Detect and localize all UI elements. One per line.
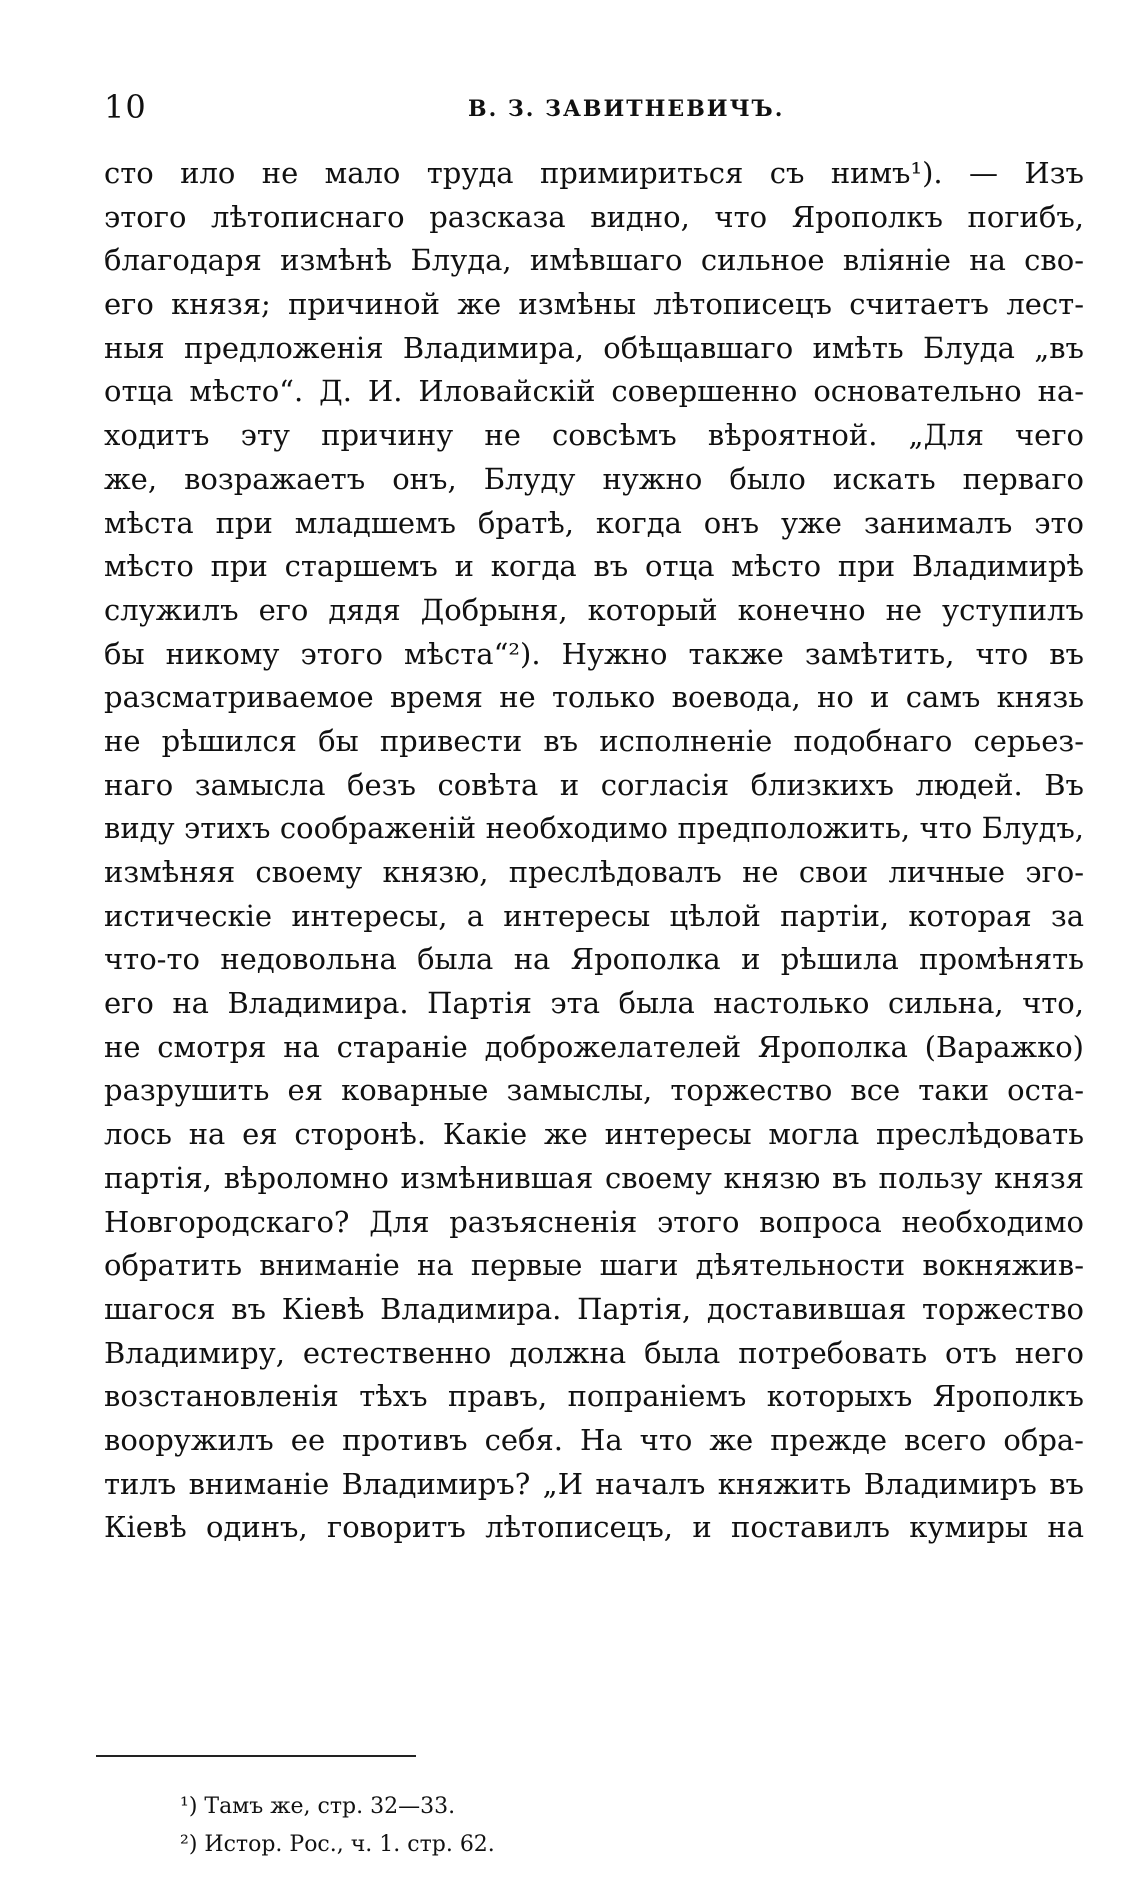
text-line: ходитъ эту причину не совсѣмъ вѣроятной. „Для чего (104, 418, 1084, 453)
text-line: же, возражаетъ онъ, Блуду нужно было искать перваго (104, 461, 1084, 496)
running-head (104, 88, 1084, 128)
text-line: ныя предложенія Владимира, обѣщавшаго имѣть Блуда „въ (104, 330, 1084, 365)
text-line: этого лѣтописнаго разсказа видно, что Ярополкъ погибъ, (104, 199, 1084, 234)
text-line: лось на ея сторонѣ. Какіе же интересы могла преслѣдовать (104, 1117, 1084, 1152)
text-line: что-то недовольна была на Ярополка и рѣшила промѣнять (104, 942, 1084, 977)
page-number: 10 (104, 88, 147, 126)
footnote-rule (96, 1755, 416, 1757)
text-line: бы никому этого мѣста“²). Нужно также замѣтить, что въ (104, 636, 1084, 671)
text-line: его князя; причиной же измѣны лѣтописецъ считаетъ лест- (104, 287, 1084, 322)
text-line: наго замысла безъ совѣта и согласія близкихъ людей. Въ (104, 767, 1084, 802)
text-line: виду этихъ соображеній необходимо предположить, что Блудъ, (104, 811, 1084, 846)
text-line: не рѣшился бы привести въ исполненіе подобнаго серьез- (104, 723, 1084, 758)
text-line: Кіевѣ одинъ, говоритъ лѣтописецъ, и поставилъ кумиры на (104, 1510, 1084, 1545)
text-line: сто ило не мало труда примириться съ нимъ¹). — Изъ (104, 156, 1084, 190)
text-line: Новгородскаго? Для разъясненія этого вопроса необходимо (104, 1204, 1084, 1239)
text-line: благодаря измѣнѣ Блуда, имѣвшаго сильное вліяніе на сво- (104, 243, 1084, 278)
text-line: служилъ его дядя Добрыня, который конечно не уступилъ (104, 592, 1084, 627)
footnote: ¹) Тамъ же, стр. 32—33. (180, 1794, 456, 1819)
text-line: его на Владимира. Партія эта была настолько сильна, что, (104, 986, 1084, 1021)
text-line: обратить вниманіе на первые шаги дѣятельности вокняжив- (104, 1248, 1084, 1283)
text-line: разрушить ея коварные замыслы, торжество все таки оста- (104, 1073, 1084, 1108)
text-line: Владимиру, естественно должна была потребовать отъ него (104, 1335, 1084, 1370)
body-text (104, 152, 1084, 1550)
text-line: измѣняя своему князю, преслѣдовалъ не свои личные эго- (104, 855, 1084, 889)
text-line: отца мѣсто“. Д. И. Иловайскій совершенно основательно на- (104, 374, 1084, 409)
text-line: вооружилъ ее противъ себя. На что же прежде всего обра- (104, 1422, 1084, 1457)
running-title: В. З. ЗАВИТНЕВИЧЪ. (468, 96, 785, 122)
text-line: шагося въ Кіевѣ Владимира. Партія, доставившая торжество (104, 1291, 1084, 1326)
text-line: разсматриваемое время не только воевода, но и самъ князь (104, 680, 1084, 715)
footnote: ²) Истор. Рос., ч. 1. стр. 62. (180, 1832, 495, 1857)
text-line: мѣсто при старшемъ и когда въ отца мѣсто при Владимирѣ (104, 549, 1084, 584)
text-line: возстановленія тѣхъ правъ, попраніемъ которыхъ Ярополкъ (104, 1379, 1084, 1414)
text-line: мѣста при младшемъ братѣ, когда онъ уже занималъ это (104, 505, 1084, 540)
text-line: истическіе интересы, а интересы цѣлой партіи, которая за (104, 898, 1084, 933)
text-line: партія, вѣроломно измѣнившая своему князю въ пользу князя (104, 1160, 1084, 1195)
text-line: не смотря на стараніе доброжелателей Ярополка (Варажко) (104, 1029, 1084, 1064)
text-line: тилъ вниманіе Владимиръ? „И началъ княжить Владимиръ въ (104, 1466, 1084, 1501)
footnotes (180, 1788, 880, 1864)
